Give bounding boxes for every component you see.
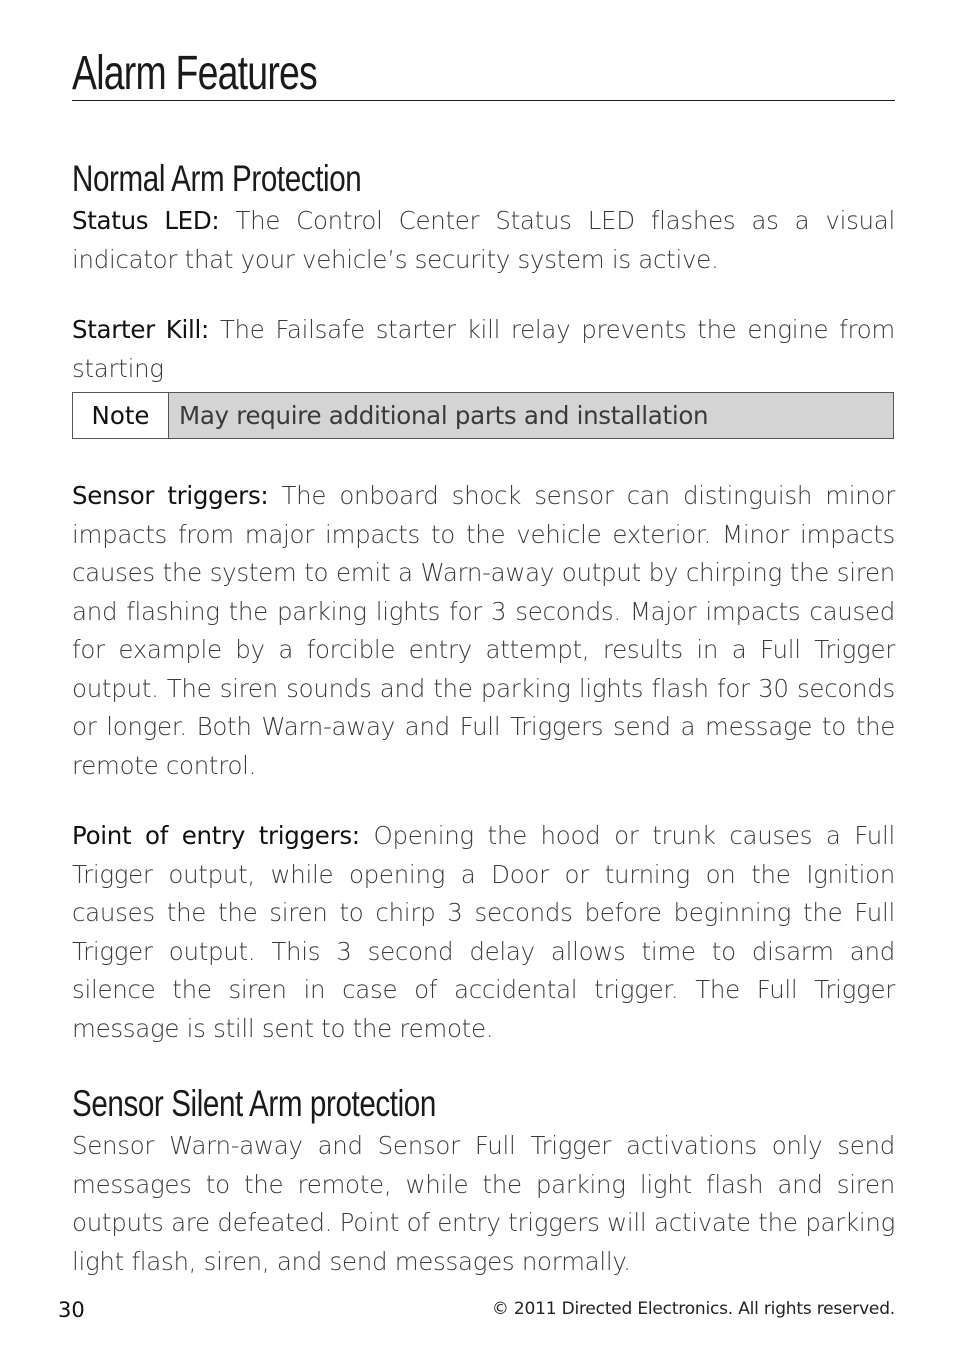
note-label: Note — [73, 393, 169, 438]
point-of-entry-lead: Point of entry triggers: — [72, 821, 360, 850]
sensor-triggers-lead: Sensor triggers: — [72, 481, 269, 510]
section-heading-normal-arm: Normal Arm Protection — [72, 158, 362, 199]
paragraph-status-led — [72, 202, 895, 279]
paragraph-point-of-entry — [72, 817, 895, 1048]
point-of-entry-text: Opening the hood or trunk causes a Full Trigger output, while opening a Door or turning on the Ignition causes the the siren to chirp 3 seconds before beginning the Full Trigger output. This 3 second delay allows time to disarm and silence the siren in case of accidental trigger. The Full Trigger message is still sent to the remote. — [72, 821, 895, 1043]
page-title: Alarm Features — [72, 47, 318, 100]
status-led-text: The Control Center Status LED flashes as a visual indicator that your vehicle’s security system is active. — [72, 206, 895, 274]
page-number: 30 — [58, 1298, 85, 1322]
section-heading-silent-arm: Sensor Silent Arm protection — [72, 1083, 436, 1124]
paragraph-starter-kill — [72, 311, 895, 388]
starter-kill-text: The Failsafe starter kill relay prevents the engine from starting — [72, 315, 895, 383]
sensor-triggers-text: The onboard shock sensor can distinguish minor impacts from major impacts to the vehicle exterior. Minor impacts causes the system to emit a Warn-away output by chirping the siren and flashing the parking lights for 3 seconds. Major impacts caused for example by a forcible entry attempt, results in a Full Trigger output. The siren sounds and the parking lights flash for 30 seconds or longer. Both Warn-away and Full Triggers send a message to the remote control. — [72, 481, 895, 780]
status-led-lead: Status LED: — [72, 206, 220, 235]
note-text: May require additional parts and installation — [169, 393, 893, 438]
note-box — [72, 392, 894, 439]
paragraph-sensor-triggers — [72, 477, 895, 785]
paragraph-silent-arm: Sensor Warn-away and Sensor Full Trigger activations only send messages to the remote, while the parking light flash and siren outputs are defeated. Point of entry triggers will activate the parking light flash, siren, and send messages normally. — [72, 1131, 895, 1276]
title-divider — [72, 100, 895, 101]
copyright-notice: © 2011 Directed Electronics. All rights reserved. — [491, 1299, 895, 1319]
starter-kill-lead: Starter Kill: — [72, 315, 209, 344]
